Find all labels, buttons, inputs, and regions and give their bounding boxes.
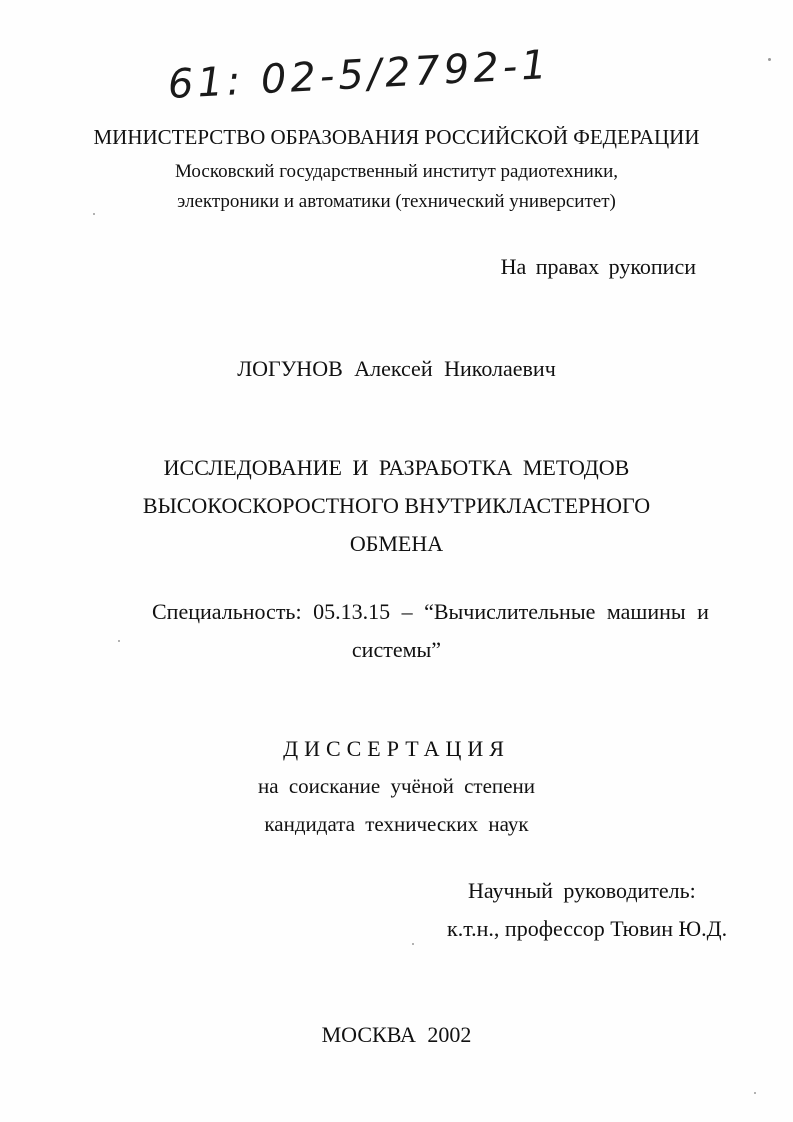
specialty-line-2: системы”	[351, 637, 442, 662]
ministry-heading: МИНИСТЕРСТВО ОБРАЗОВАНИЯ РОССИЙСКОЙ ФЕДЕРАЦИИ	[93, 125, 700, 149]
degree-line-1: на соискание учёной степени	[258, 774, 535, 798]
scan-speck	[754, 1092, 756, 1094]
dissertation-title-line-3: ОБМЕНА	[349, 531, 444, 556]
dissertation-label: ДИССЕРТАЦИЯ	[283, 736, 510, 761]
author-name: ЛОГУНОВ Алексей Николаевич	[237, 356, 556, 381]
specialty-line-1: Специальность: 05.13.15 – “Вычислительные машины и	[152, 599, 709, 624]
handwritten-shelfmark: 61: 02-5/2792-1	[166, 41, 552, 108]
dissertation-title-line-1: ИССЛЕДОВАНИЕ И РАЗРАБОТКА МЕТОДОВ	[163, 455, 630, 480]
degree-line-2: кандидата технических наук	[264, 812, 529, 836]
scan-speck	[93, 213, 95, 215]
scan-speck	[768, 58, 771, 61]
institute-line-2: электроники и автоматики (технический университет)	[177, 191, 616, 212]
scan-speck	[118, 640, 120, 642]
rights-note: На правах рукописи	[500, 254, 696, 279]
scan-speck	[412, 943, 414, 945]
supervisor-label: Научный руководитель:	[468, 878, 696, 903]
dissertation-title-line-2: ВЫСОКОСКОРОСТНОГО ВНУТРИКЛАСТЕРНОГО	[142, 493, 651, 518]
institute-line-1: Московский государственный институт радиотехники,	[175, 161, 618, 182]
supervisor-name: к.т.н., профессор Тювин Ю.Д.	[447, 916, 728, 941]
city-year: МОСКВА 2002	[321, 1022, 472, 1047]
